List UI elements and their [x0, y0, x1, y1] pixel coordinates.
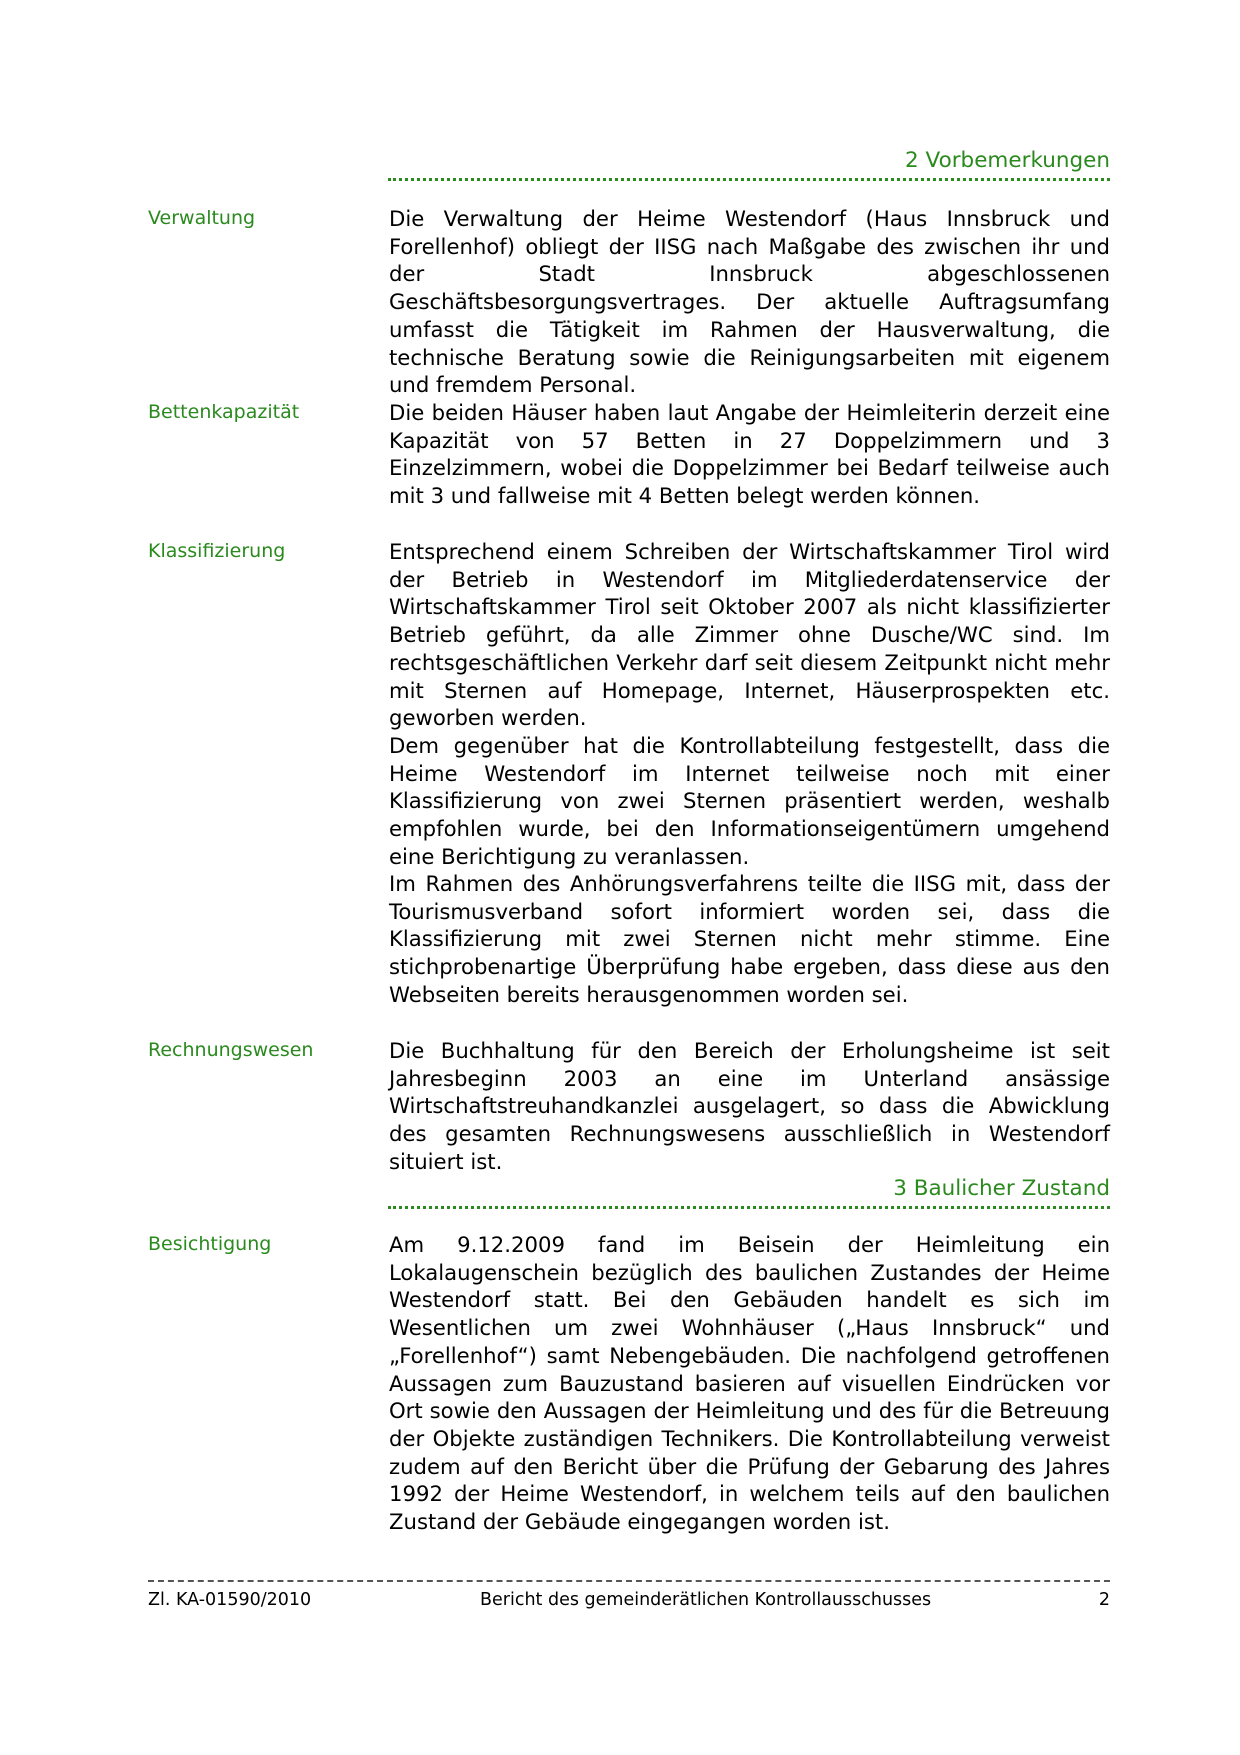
- margin-label-bettenkapazitaet: Bettenkapazität: [148, 401, 300, 423]
- section-heading-rule: [388, 178, 1110, 181]
- margin-label-rechnungswesen: Rechnungswesen: [148, 1039, 314, 1061]
- paragraph-bettenkapazitaet: Die beiden Häuser haben laut Angabe der Heimleiterin derzeit eine Kapazität von 57 Betten in 27 Doppelzimmern und 3 Einzelzimmern, wobei die Doppelzimmer bei Bedarf teilweise auch mit 3 und fallweise mit 4 Betten belegt werden können.: [389, 400, 1110, 509]
- footer-title: Bericht des gemeinderätlichen Kontrollausschusses: [480, 1590, 932, 1610]
- footer-reference: Zl. KA-01590/2010: [148, 1590, 312, 1610]
- margin-label-verwaltung: Verwaltung: [148, 207, 256, 229]
- paragraph-besichtigung: Am 9.12.2009 fand im Beisein der Heimleitung ein Lokalaugenschein bezüglich des baulichen Zustandes der Heime Westendorf statt. Bei den Gebäuden handelt es sich im Wesentlichen um zwei Wohnhäuser („Haus Innsbruck“ und „Forellenhof“) samt Nebengebäuden. Die nachfolgend getroffenen Aussagen zum Bauzustand basieren auf visuellen Eindrücken vor Ort sowie den Aussagen der Heimleitung und des für die Betreuung der Objekte zuständigen Technikers. Die Kontrollabteilung verweist zudem auf den Bericht über die Prüfung der Gebarung des Jahres 1992 der Heime Westendorf, in welchem teils auf den baulichen Zustand der Gebäude eingegangen worden ist.: [389, 1232, 1110, 1535]
- paragraph-klassifizierung-1: Entsprechend einem Schreiben der Wirtschaftskammer Tirol wird der Betrieb in Westendorf im Mitgliederdatenservice der Wirtschaftskammer Tirol seit Oktober 2007 als nicht klassifizierter Betrieb geführt, da alle Zimmer ohne Dusche/WC sind. Im rechtsgeschäftlichen Verkehr darf seit diesem Zeitpunkt nicht mehr mit Sternen auf Homepage, Internet, Häuserprospekten etc. geworben werden.: [389, 539, 1110, 731]
- section-heading-baulicher-zustand: 3 Baulicher Zustand: [893, 1176, 1110, 1201]
- section-heading-vorbemerkungen: 2 Vorbemerkungen: [905, 148, 1110, 173]
- paragraph-klassifizierung-2: Dem gegenüber hat die Kontrollabteilung festgestellt, dass die Heime Westendorf im Internet teilweise noch mit einer Klassifizierung von zwei Sternen präsentiert werden, weshalb empfohlen wurde, bei den Informationseigentümern umgehend eine Berichtigung zu veranlassen.: [389, 733, 1110, 869]
- paragraph-verwaltung: Die Verwaltung der Heime Westendorf (Haus Innsbruck und Forellenhof) obliegt der IISG nach Maßgabe des zwischen ihr und der Stadt Innsbruck abgeschlossenen Geschäftsbesorgungsvertrages. Der aktuelle Auftragsumfang umfasst die Tätigkeit im Rahmen der Hausverwaltung, die technische Beratung sowie die Reinigungsarbeiten mit eigenem und fremdem Personal.: [389, 206, 1110, 398]
- paragraph-rechnungswesen: Die Buchhaltung für den Bereich der Erholungsheime ist seit Jahresbeginn 2003 an eine im Unterland ansässige Wirtschaftstreuhandkanzlei ausgelagert, so dass die Abwicklung des gesamten Rechnungswesens ausschließlich in Westendorf situiert ist.: [389, 1038, 1110, 1174]
- margin-label-besichtigung: Besichtigung: [148, 1233, 272, 1255]
- paragraph-klassifizierung-3: Im Rahmen des Anhörungsverfahrens teilte die IISG mit, dass der Tourismusverband sofort informiert worden sei, dass die Klassifizierung mit zwei Sternen nicht mehr stimme. Eine stichprobenartige Überprüfung habe ergeben, dass diese aus den Webseiten bereits herausgenommen worden sei.: [389, 871, 1110, 1007]
- margin-label-klassifizierung: Klassifizierung: [148, 540, 286, 562]
- section-heading-rule: [388, 1206, 1110, 1209]
- footer-rule: [148, 1580, 1110, 1582]
- footer-page-number: 2: [1098, 1590, 1110, 1610]
